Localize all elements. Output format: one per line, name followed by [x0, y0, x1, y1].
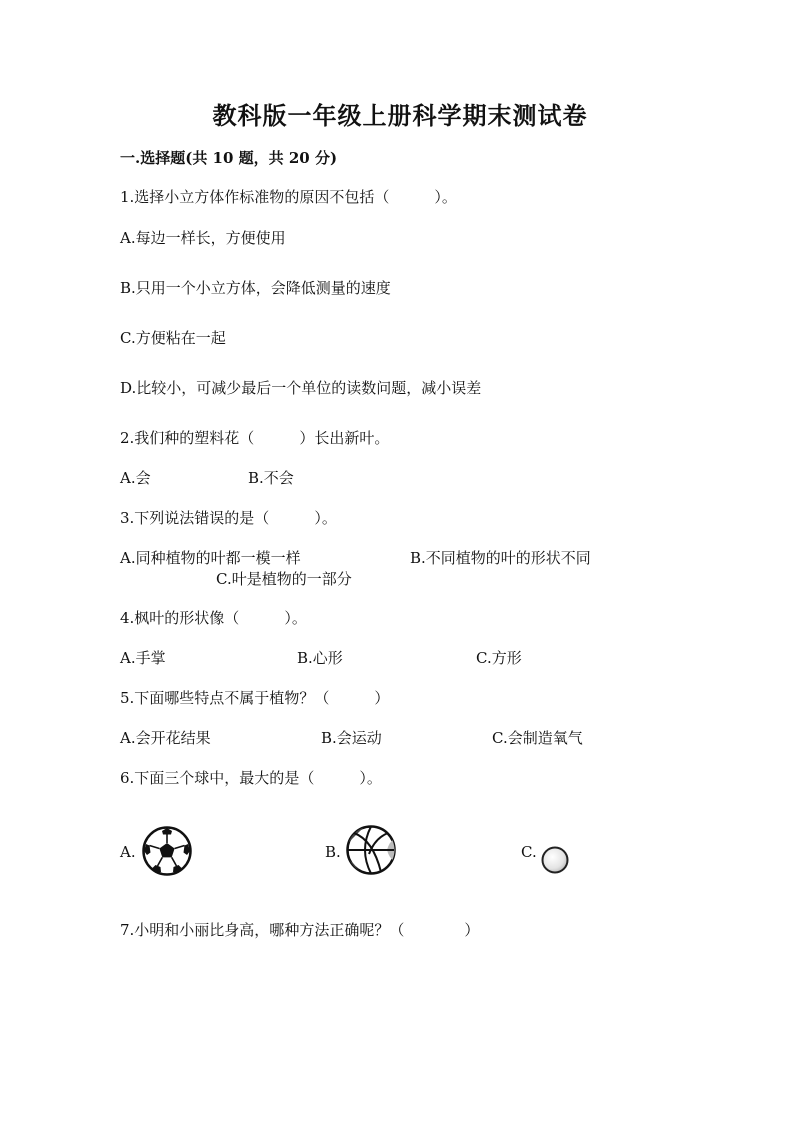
- question-1-option-d: D.比较小，可减少最后一个单位的读数问题，减小误差: [120, 379, 482, 397]
- question-1-option-b: B.只用一个小立方体，会降低测量的速度: [120, 279, 391, 297]
- question-4-option-a: A.手掌: [120, 649, 166, 667]
- question-1-stem: 1.选择小立方体作标准物的原因不包括（ ）。: [120, 188, 457, 206]
- question-5-stem: 5.下面哪些特点不属于植物？（ ）: [120, 689, 390, 707]
- question-5-option-a: A.会开花结果: [120, 729, 211, 747]
- question-3-option-b: B.不同植物的叶的形状不同: [410, 549, 591, 567]
- question-1-option-c: C.方便粘在一起: [120, 329, 226, 347]
- question-4-option-c: C.方形: [476, 649, 522, 667]
- question-5-option-b: B.会运动: [321, 729, 382, 747]
- question-5-option-c: C.会制造氧气: [492, 729, 583, 747]
- question-6-option-a: A.: [120, 843, 136, 861]
- question-6-option-b: B.: [325, 843, 341, 861]
- question-2-stem: 2.我们种的塑料花（ ）长出新叶。: [120, 429, 390, 447]
- section-heading: 一.选择题(共 10 题，共 20 分): [120, 149, 338, 167]
- question-4-option-b: B.心形: [297, 649, 343, 667]
- soccer-ball-icon: [141, 825, 193, 877]
- basketball-icon: [345, 824, 397, 876]
- question-6-option-c: C.: [521, 843, 537, 861]
- small-ball-icon: [540, 845, 570, 875]
- question-6-stem: 6.下面三个球中，最大的是（ ）。: [120, 769, 382, 787]
- question-2-option-b: B.不会: [248, 469, 294, 487]
- question-2-option-a: A.会: [120, 469, 151, 487]
- question-3-stem: 3.下列说法错误的是（ ）。: [120, 509, 337, 527]
- question-3-option-c: C.叶是植物的一部分: [216, 570, 352, 588]
- question-1-option-a: A.每边一样长，方便使用: [120, 229, 286, 247]
- question-3-option-a: A.同种植物的叶都一模一样: [120, 549, 301, 567]
- question-4-stem: 4.枫叶的形状像（ ）。: [120, 609, 307, 627]
- page-title: 教科版一年级上册科学期末测试卷: [212, 101, 588, 130]
- question-7-stem: 7.小明和小丽比身高，哪种方法正确呢？（ ）: [120, 921, 480, 939]
